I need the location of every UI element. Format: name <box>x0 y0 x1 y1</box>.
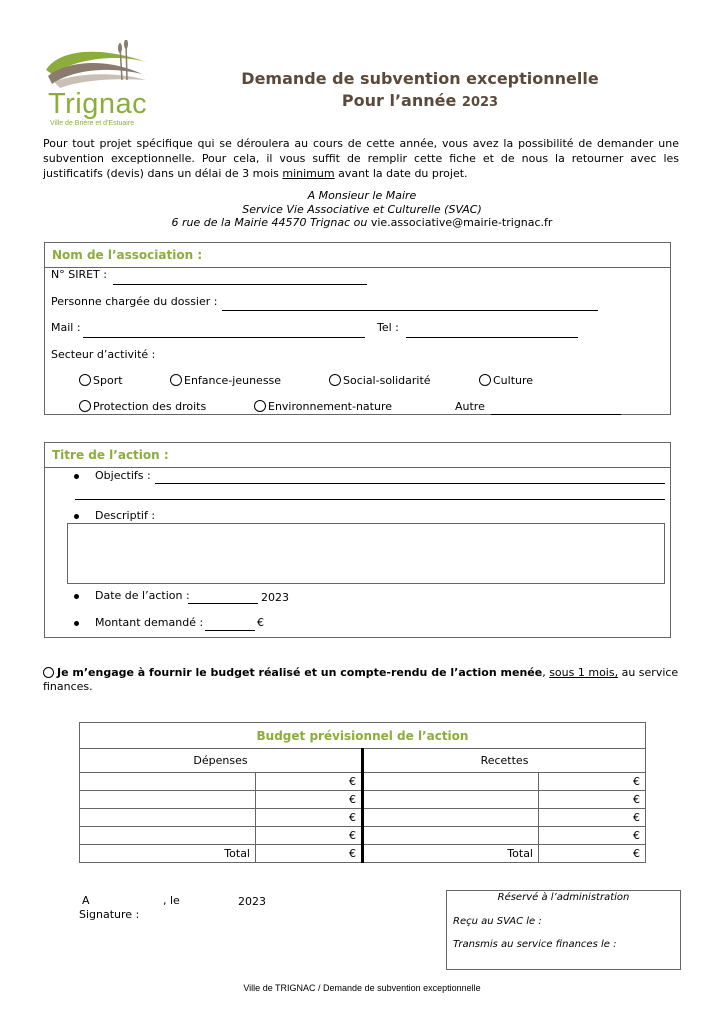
expense-total-label: Total <box>80 845 256 863</box>
intro-text: Pour tout projet spécifique qui se déroulera au cours de cette année, vous avez la possibilité de demander une subvention exceptionnelle. Pour cela, il vous suffit de remplir cette fiche et de nous la retourner avec les justificatifs (devis) dans un délai de 3 mois <box>43 137 679 180</box>
date-field[interactable] <box>188 603 258 604</box>
objectives-label: Objectifs : <box>95 469 151 482</box>
expense-amount-cell[interactable]: € <box>256 827 363 845</box>
option-social[interactable]: Social-solidarité <box>329 374 431 387</box>
admin-box <box>446 890 681 970</box>
radio-icon[interactable] <box>170 374 182 386</box>
radio-icon[interactable] <box>254 400 266 412</box>
income-header: Recettes <box>363 749 646 773</box>
intro-paragraph <box>43 136 679 181</box>
person-field[interactable] <box>222 310 598 311</box>
year-value: 2023 <box>461 95 499 110</box>
siret-field[interactable] <box>113 284 367 285</box>
expense-amount-cell[interactable]: € <box>256 791 363 809</box>
place-label: A <box>82 894 90 907</box>
total-row <box>80 845 646 863</box>
logo-text: Trignac <box>48 88 148 120</box>
date-label: Date de l’action : <box>95 589 190 602</box>
income-total-label: Total <box>363 845 539 863</box>
bullet-icon <box>74 474 79 479</box>
logo-subtitle: Ville de Brière et d'Estuaire <box>50 120 135 127</box>
commitment-underlined: sous 1 mois, <box>549 666 619 679</box>
expense-label-cell[interactable] <box>80 773 256 791</box>
other-label: Autre <box>455 400 485 413</box>
radio-icon[interactable] <box>479 374 491 386</box>
description-label: Descriptif : <box>95 509 156 522</box>
address-line-3 <box>100 216 624 229</box>
mail-label: Mail : <box>51 321 81 334</box>
objectives-field-2[interactable] <box>75 499 665 500</box>
bullet-icon <box>74 621 79 626</box>
radio-icon[interactable] <box>79 400 91 412</box>
association-section <box>44 242 671 415</box>
trignac-logo <box>38 40 156 132</box>
commit-radio-icon[interactable] <box>43 667 54 678</box>
siret-label: N° SIRET : <box>51 268 107 281</box>
association-header: Nom de l’association : <box>45 243 670 268</box>
bullet-icon <box>74 594 79 599</box>
option-enfance[interactable]: Enfance-jeunesse <box>170 374 281 387</box>
signature-label: Signature : <box>79 908 140 921</box>
amount-field[interactable] <box>205 630 255 631</box>
table-row <box>80 773 646 791</box>
budget-title: Budget prévisionnel de l’action <box>80 723 646 749</box>
table-row <box>80 791 646 809</box>
radio-icon[interactable] <box>329 374 341 386</box>
action-header: Titre de l’action : <box>45 443 670 468</box>
expense-total-cell[interactable]: € <box>256 845 363 863</box>
address-street: 6 rue de la Mairie 44570 Trignac ou <box>171 216 368 229</box>
date-sign-label: , le <box>163 894 180 907</box>
table-row <box>80 827 646 845</box>
address-email[interactable]: vie.associative@mairie-trignac.fr <box>370 216 553 229</box>
address-line-2: Service Vie Associative et Culturelle (SVAC) <box>242 203 482 216</box>
income-label-cell[interactable] <box>363 773 539 791</box>
income-amount-cell[interactable]: € <box>539 827 646 845</box>
page-footer: Ville de TRIGNAC / Demande de subvention exceptionnelle <box>243 983 481 993</box>
date-year: 2023 <box>261 591 289 604</box>
commitment-rest: au service finances. <box>43 666 679 693</box>
mail-field[interactable] <box>83 337 365 338</box>
objectives-field[interactable] <box>155 483 665 484</box>
intro-text-end: avant la date du projet. <box>334 167 468 180</box>
admin-title: Réservé à l’administration <box>497 892 630 903</box>
description-textarea[interactable] <box>67 523 665 584</box>
amount-label: Montant demandé : <box>95 616 204 629</box>
tel-field[interactable] <box>406 337 578 338</box>
currency-symbol: € <box>257 616 264 629</box>
page-title: Demande de subvention exceptionnelle <box>241 69 599 88</box>
intro-underlined: minimum <box>282 167 335 180</box>
budget-table <box>79 722 646 863</box>
expense-amount-cell[interactable]: € <box>256 773 363 791</box>
option-culture[interactable]: Culture <box>479 374 533 387</box>
expenses-header: Dépenses <box>80 749 363 773</box>
income-amount-cell[interactable]: € <box>539 809 646 827</box>
table-row <box>80 809 646 827</box>
income-label-cell[interactable] <box>363 791 539 809</box>
income-amount-cell[interactable]: € <box>539 791 646 809</box>
address-line-1: A Monsieur le Maire <box>307 189 417 202</box>
income-label-cell[interactable] <box>363 809 539 827</box>
person-label: Personne chargée du dossier : <box>51 295 218 308</box>
admin-received: Reçu au SVAC le : <box>453 916 542 927</box>
action-section <box>44 442 671 638</box>
income-amount-cell[interactable]: € <box>539 773 646 791</box>
bullet-icon <box>74 514 79 519</box>
option-protection[interactable]: Protection des droits <box>79 400 206 413</box>
sector-label: Secteur d’activité : <box>51 348 156 361</box>
page-subtitle <box>200 91 640 110</box>
expense-label-cell[interactable] <box>80 809 256 827</box>
option-environnement[interactable]: Environnement-nature <box>254 400 392 413</box>
income-total-cell[interactable]: € <box>539 845 646 863</box>
commitment-bold: Je m’engage à fournir le budget réalisé et un compte-rendu de l’action menée <box>57 666 543 679</box>
option-sport[interactable]: Sport <box>79 374 123 387</box>
expense-label-cell[interactable] <box>80 791 256 809</box>
expense-label-cell[interactable] <box>80 827 256 845</box>
sign-year: 2023 <box>238 895 266 908</box>
income-label-cell[interactable] <box>363 827 539 845</box>
expense-amount-cell[interactable]: € <box>256 809 363 827</box>
admin-transmitted: Transmis au service finances le : <box>453 939 617 950</box>
other-field[interactable] <box>491 414 621 415</box>
radio-icon[interactable] <box>79 374 91 386</box>
tel-label: Tel : <box>377 321 399 334</box>
commitment-text: Je m’engage à fournir le budget réalisé et un compte-rendu de l’action menée, sous 1 mois, au service finances. <box>43 666 679 693</box>
year-label: Pour l’année <box>341 91 457 110</box>
